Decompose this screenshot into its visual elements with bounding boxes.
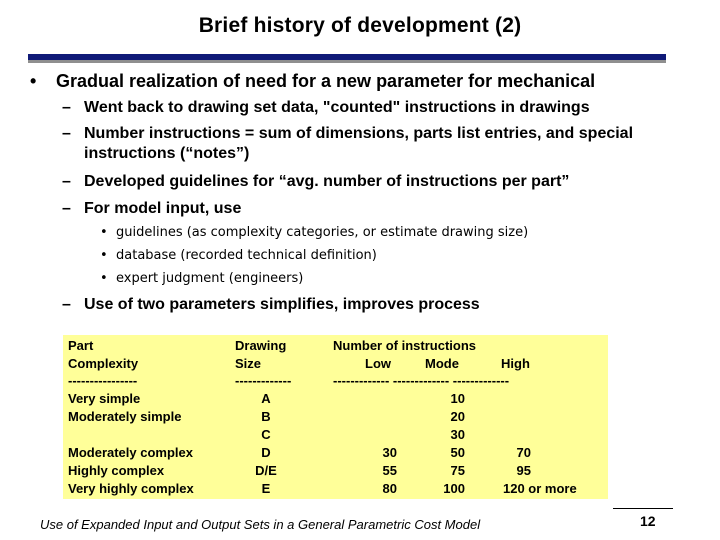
instructions-table <box>63 335 608 499</box>
header-high: High <box>501 356 530 371</box>
sub-item-text: For model input, use <box>84 200 242 217</box>
separator-drawing: ------------- <box>235 373 292 388</box>
row-size: C <box>261 427 271 442</box>
header-drawing: Drawing <box>235 338 287 353</box>
row-size: D/E <box>255 463 277 478</box>
header-num-instructions: Number of instructions <box>333 338 477 353</box>
header-size: Size <box>235 356 262 371</box>
header-part: Part <box>68 338 94 353</box>
row-mode: 75 <box>450 463 465 478</box>
dot-mark: • <box>100 248 108 263</box>
row-high: 95 <box>516 463 531 478</box>
footer-text: Use of Expanded Input and Output Sets in a General Parametric Cost Model <box>40 517 481 532</box>
separator-num: ------------- ------------- ------------- <box>333 373 510 388</box>
sub-item-text: Number instructions = sum of dimensions, parts list entries, and special instructions (“notes”) <box>84 125 634 162</box>
row-size: B <box>261 409 271 424</box>
sub-sub-item-text: expert judgment (engineers) <box>116 271 304 286</box>
row-mode: 50 <box>450 445 465 460</box>
sub-item-text: Use of two parameters simplifies, improves process <box>84 296 480 313</box>
main-bullet-text: Gradual realization of need for a new parameter for mechanical <box>56 71 596 91</box>
separator-part: ---------------- <box>68 373 138 388</box>
dash-mark: – <box>62 125 71 142</box>
header-mode: Mode <box>425 356 459 371</box>
row-part: Moderately simple <box>68 409 182 424</box>
sub-item-text: Went back to drawing set data, "counted" instructions in drawings <box>84 99 590 116</box>
row-size: E <box>261 481 271 496</box>
dot-mark: • <box>100 271 108 286</box>
slide-title: Brief history of development (2) <box>198 14 522 37</box>
row-high: 70 <box>516 445 531 460</box>
row-part: Highly complex <box>68 463 165 478</box>
sub-item-text: Developed guidelines for “avg. number of instructions per part” <box>84 173 570 190</box>
row-mode: 30 <box>450 427 465 442</box>
header-low: Low <box>365 356 391 371</box>
row-low: 30 <box>382 445 397 460</box>
row-part: Moderately complex <box>68 445 193 460</box>
dash-mark: – <box>62 173 71 190</box>
row-mode: 100 <box>443 481 465 496</box>
header-complexity: Complexity <box>68 356 139 371</box>
row-size: A <box>261 391 271 406</box>
row-part: Very highly complex <box>68 481 194 496</box>
page-number: 12 <box>640 513 656 529</box>
row-size: D <box>261 445 271 460</box>
title-rule-shadow <box>28 60 666 63</box>
sub-sub-item-text: database (recorded technical definition) <box>116 248 377 263</box>
row-mode: 20 <box>450 409 465 424</box>
row-mode: 10 <box>450 391 465 406</box>
sub-sub-item-text: guidelines (as complexity categories, or estimate drawing size) <box>116 225 529 240</box>
row-part: Very simple <box>68 391 141 406</box>
row-low: 80 <box>382 481 397 496</box>
dash-mark: – <box>62 99 71 116</box>
page-number-rule <box>613 508 673 509</box>
dash-mark: – <box>62 296 71 313</box>
dash-mark: – <box>62 200 71 217</box>
bullet-mark: • <box>30 71 37 91</box>
dot-mark: • <box>100 225 108 240</box>
row-low: 55 <box>382 463 397 478</box>
row-high: 120 or more <box>503 481 577 496</box>
